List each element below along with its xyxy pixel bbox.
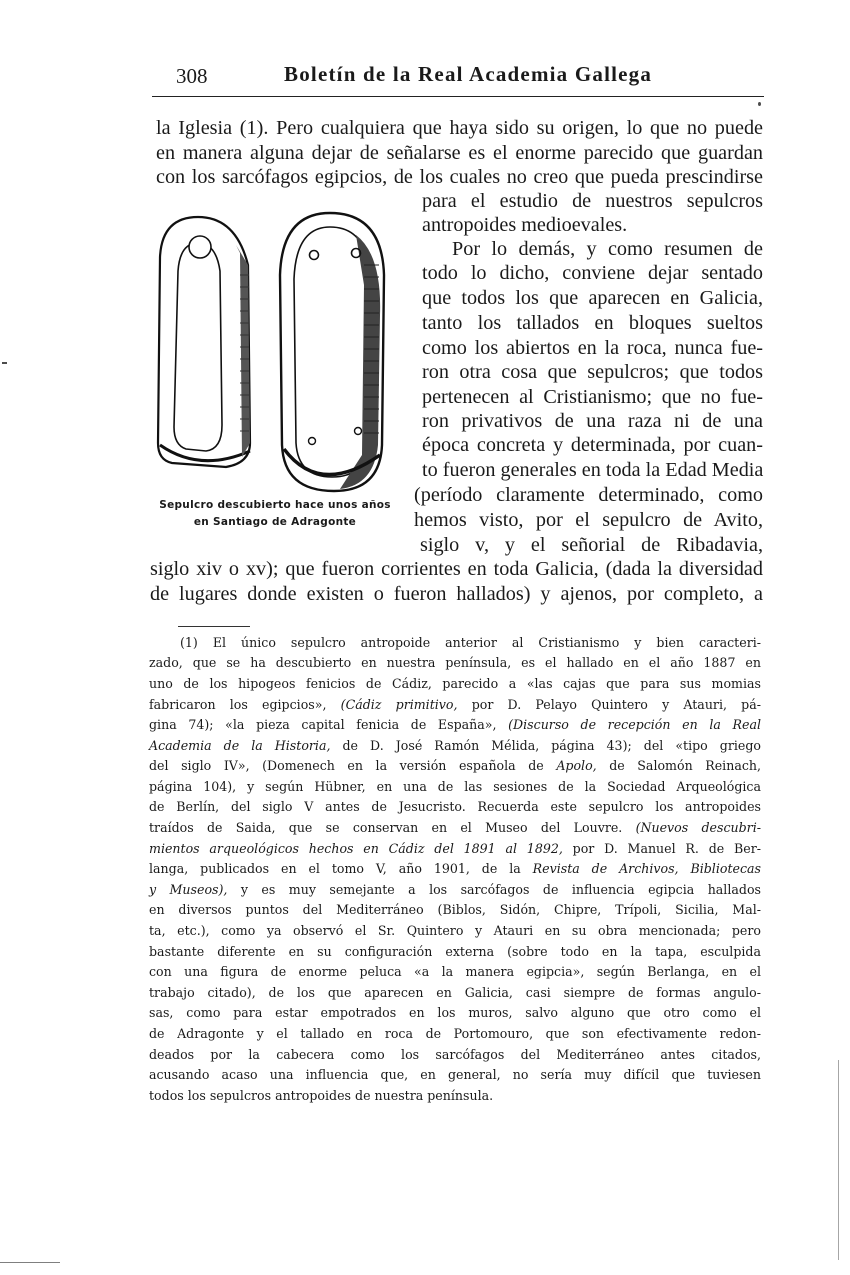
footnote-line: trabajo citado), de los que aparecen en Galicia, casi siempre de formas angulo-	[149, 985, 761, 1000]
figure-caption-line: en Santiago de Adragonte	[193, 516, 357, 528]
scan-speck	[2, 362, 7, 364]
body-line: época concreta y determinada, por cuan-	[422, 434, 763, 456]
open-sarcophagus	[158, 217, 250, 467]
body-line: Por lo demás, y como resumen de	[452, 238, 763, 260]
body-line: siglo xiv o xv); que fueron corrientes en toda Galicia, (dada la diversidad	[150, 558, 763, 580]
footnote-line: página 104), y según Hübner, en una de las sesiones de la Sociedad Arqueológica	[149, 779, 761, 794]
footnote-line: ta, etc.), como ya observó el Sr. Quintero y Atauri en su obra mencionada; pero	[149, 923, 761, 938]
body-line: que todos los que aparecen en Galicia,	[422, 287, 763, 309]
footnote-line	[149, 756, 761, 777]
sarcophagus-lid	[280, 213, 384, 491]
footnote-citation: Revista de Archivos, Bibliotecas	[532, 861, 761, 876]
footnote-text: de Salomón Reinach,	[609, 758, 761, 773]
footnote-text: fabricaron los egipcios»,	[149, 697, 327, 712]
body-line: pertenecen al Cristianismo; que no fue-	[422, 386, 763, 408]
footnote-line: de Adragonte y el tallado en roca de Portomouro, que son efectivamente redon-	[149, 1026, 761, 1041]
running-head: Boletín de la Real Academia Gallega	[284, 62, 653, 86]
footnote-line: en diversos puntos del Mediterráneo (Biblos, Sidón, Chipre, Trípoli, Sicilia, Mal-	[149, 902, 761, 917]
body-line: siglo v, y el señorial de Ribadavia,	[420, 534, 763, 556]
footnote-citation: Academia de la Historia,	[149, 738, 331, 753]
footnote-line: con una figura de enorme peluca «a la manera egipcia», según Berlanga, en el	[149, 964, 761, 979]
footnote-line	[149, 859, 761, 880]
footnote-line	[149, 695, 761, 716]
page-number: 308	[176, 64, 208, 88]
page-header	[152, 62, 764, 97]
body-line: con los sarcófagos egipcios, de los cuales no creo que pueda prescindirse	[156, 166, 763, 188]
footnote-text: del siglo IV», (Domenech en la versión española de	[149, 758, 544, 773]
footnote-text: de D. José Ramón Mélida, página 43); del «tipo griego	[342, 738, 761, 753]
footnote-citation: (Cádiz primitivo,	[340, 697, 458, 712]
footnote-text: langa, publicados en el tomo V, año 1901, de la	[149, 861, 521, 876]
footnote-rule	[178, 626, 250, 627]
footnote-text: por D. Pelayo Quintero y Atauri, pá-	[471, 697, 761, 712]
footnote-line: de Berlín, del siglo V antes de Jesucristo. Recuerda este sepulcro los antropoides	[149, 799, 761, 814]
body-line: en manera alguna dejar de señalarse es el enorme parecido que guardan	[156, 142, 763, 164]
footnote-citation: Apolo,	[556, 758, 597, 773]
body-line: todo lo dicho, conviene dejar sentado	[422, 262, 763, 284]
footnote-text: gina 74); «la pieza capital fenicia de España»,	[149, 717, 497, 732]
body-line: la Iglesia (1). Pero cualquiera que haya sido su origen, lo que no puede	[156, 117, 763, 139]
footnote-line: deados por la cabecera como los sarcófagos del Mediterráneo antes citados,	[149, 1047, 761, 1062]
body-line: to fueron generales en toda la Edad Media	[422, 459, 764, 481]
footnote-line: uno de los hipogeos fenicios de Cádiz, parecido a «las cajas que para sus momias	[149, 676, 761, 691]
footnote-line: sas, como para estar empotrados en los muros, salvo alguno que otro como el	[149, 1005, 761, 1020]
body-line: antropoides medioevales.	[422, 214, 628, 236]
footnote-citation: (Discurso de recepción en la Real	[508, 717, 761, 732]
footnote-line: (1) El único sepulcro antropoide anterior al Cristianismo y bien caracteri-	[180, 635, 761, 650]
footnote-citation: (Nuevos descubri-	[635, 820, 761, 835]
body-line: para el estudio de nuestros sepulcros	[422, 190, 763, 212]
footnote-line: acusando acaso una influencia que, en general, no sería muy difícil que tuviesen	[149, 1067, 761, 1082]
body-line: tanto los tallados en bloques sueltos	[422, 312, 763, 334]
footnote-citation: mientos arqueológicos hechos en Cádiz del 1891 al 1892,	[149, 841, 563, 856]
sarcophagus-illustration	[150, 205, 405, 495]
body-line: ron otra cosa que sepulcros; que todos	[422, 361, 763, 383]
footnote-text: y es muy semejante a los sarcófagos de influencia egipcia hallados	[240, 882, 761, 897]
footnote-line	[149, 839, 761, 860]
footnote-line	[149, 736, 761, 757]
scan-speck	[758, 102, 761, 106]
footnote-line	[149, 818, 761, 839]
footnote-text: traídos de Saida, que se conservan en el Museo del Louvre.	[149, 820, 623, 835]
figure-caption-line: Sepulcro descubierto hace unos años	[159, 499, 391, 511]
footnote-line	[149, 880, 761, 901]
footnote-text: por D. Manuel R. de Ber-	[572, 841, 761, 856]
body-line: como los abiertos en la roca, nunca fue-	[422, 337, 763, 359]
body-line: hemos visto, por el sepulcro de Avito,	[414, 509, 763, 531]
footnote-line: todos los sepulcros antropoides de nuestra península.	[149, 1088, 494, 1103]
scan-edge-mark	[0, 1262, 60, 1263]
scan-edge-mark	[838, 1060, 839, 1260]
body-line: (período claramente determinado, como	[414, 484, 763, 506]
footnote-citation: y Museos),	[149, 882, 228, 897]
body-line: ron privativos de una raza ni de una	[422, 410, 763, 432]
body-line: de lugares donde existen o fueron hallados) y ajenos, por completo, a	[150, 583, 763, 605]
footnote-line: bastante diferente en su configuración externa (sobre todo en la tapa, esculpida	[149, 944, 761, 959]
footnote-line	[149, 715, 761, 736]
footnote-line: zado, que se ha descubierto en nuestra península, es el hallado en el año 1887 en	[149, 655, 761, 670]
